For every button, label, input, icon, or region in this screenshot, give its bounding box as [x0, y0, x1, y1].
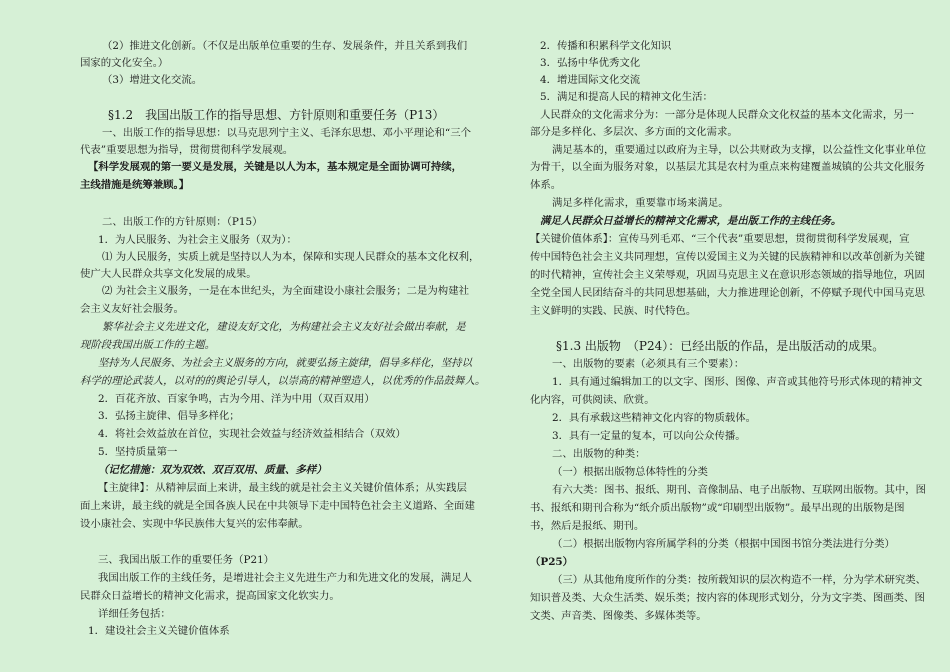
text-line: 二、出版工作的方针原则：（P15） [102, 216, 263, 228]
text-line: 满足人民群众日益增长的精神文化需求，是出版工作的主线任务。 [540, 215, 842, 227]
text-line: 民群众日益增长的精神文化需求，提高国家文化软实力。 [80, 590, 340, 602]
text-line: 使广大人民群众共享文化发展的成果。 [80, 268, 257, 280]
text-line: §1.3 出版物 （P24）：已经出版的作品，是出版活动的成果。 [556, 339, 885, 353]
text-line: ⑴ 为人民服务，实质上就是坚持以人为本，保障和实现人民群众的基本文化权利， [102, 251, 480, 263]
text-line: 1．建设社会主义关键价值体系 [88, 625, 230, 637]
text-line: 详细任务包括： [98, 608, 171, 620]
text-line: 传中国特色社会主义共同理想，宣传以爱国主义为关键的民族精神和以改革创新为关键 [530, 251, 925, 263]
text-line: 为骨干，以全面为服务对象，以基层尤其是农村为重点来构建覆盖城镇的公共文化服务 [530, 161, 925, 173]
text-line: 国家的文化安全。） [80, 57, 169, 69]
text-line: 【主旋律】：从精神层面上来讲，最主线的就是社会主义关键价值体系；从实践层 [98, 482, 467, 494]
text-line: （一）根据出版物总体特性的分类 [552, 466, 708, 478]
text-line: （2）推进文化创新。（不仅是出版单位重要的生存、发展条件，并且关系到我们 [102, 40, 468, 52]
text-line: 科学的理论武装人，以对的的舆论引导人，以崇高的精神塑造人，以优秀的作品鼓舞人。 [80, 375, 486, 387]
text-line: 设小康社会、实现中华民族伟大复兴的宏伟奉献。 [80, 518, 309, 530]
text-line: 主线措施是统筹兼顾。】 [80, 179, 190, 191]
text-line: 4．将社会效益放在首位，实现社会效益与经济效益相结合（双效） [98, 428, 406, 440]
text-line: 知识普及类、大众生活类、娱乐类；按内容的体现形式划分，分为文字类、图画类、图 [530, 592, 925, 604]
text-line: ⑵ 为社会主义服务，一是在本世纪头，为全面建设小康社会服务；二是为构建社 [102, 285, 469, 297]
text-line: 5．满足和提高人民的精神文化生活： [540, 91, 713, 103]
text-line: 3．弘扬主旋律、倡导多样化； [98, 410, 240, 422]
text-line: 一、出版物的要素（必须具有三个要素）： [552, 358, 745, 370]
text-line: 书，然后是报纸、期刊。 [530, 520, 645, 532]
text-line: 化内容，可供阅读、欣赏。 [530, 394, 655, 406]
text-line: 2．百花齐放、百家争鸣，古为今用、洋为中用（双百双用） [98, 393, 375, 405]
text-line: 满足基本的，重要通过以政府为主导，以公共财政为支撑，以公益性文化事业单位 [552, 144, 927, 156]
text-line: 1．为人民服务、为社会主义服务（双为）： [98, 234, 297, 246]
text-line: 【关键价值体系】：宣传马列毛邓、“三个代表”重要思想，贯彻贯彻科学发展观，宣 [530, 233, 910, 245]
text-line: 4．增进国际文化交流 [540, 74, 641, 86]
text-line: 我国出版工作的主线任务，是增进社会主义先进生产力和先进文化的发展，满足人 [98, 572, 473, 584]
text-line: 5．坚持质量第一 [98, 446, 178, 458]
text-line: §1.2 我国出版工作的指导思想、方针原则和重要任务（P13） [108, 108, 445, 122]
text-line: 1．具有通过编辑加工的以文字、图形、图像、声音或其他符号形式体现的精神文 [552, 376, 923, 388]
text-line: 现阶段我国出版工作的主题。 [80, 339, 216, 351]
text-line: 3．弘扬中华优秀文化 [540, 57, 641, 69]
text-line: 繁华社会主义先进文化，建设友好文化，为构建社会主义友好社会做出奉献，是 [102, 321, 466, 333]
text-line: 主义鲜明的实践、民族、时代特色。 [530, 305, 697, 317]
text-line: （三）从其他角度所作的分类：按所载知识的层次构造不一样，分为学术研究类、 [552, 574, 927, 586]
text-line: 会主义友好社会服务。 [80, 303, 184, 315]
text-line: （记忆措施：双为双效、双百双用、质量、多样） [98, 464, 327, 476]
text-line: 满足多样化需求，重要靠市场来满足。 [552, 197, 729, 209]
text-line: 2．传播和积累科学文化知识 [540, 40, 672, 52]
text-line: 人民群众的文化需求分为：一部分是体现人民群众文化权益的基本文化需求，另一 [540, 109, 915, 121]
text-line: 【科学发展观的第一要义是发展，关键是以人为本，基本规定是全面协调可持续， [88, 161, 463, 173]
text-line: 面上来讲，最主线的就是全国各族人民在中共领导下走中国特色社会主义道路、全面建 [80, 500, 475, 512]
text-line: 3．具有一定量的复本，可以向公众传播。 [552, 430, 746, 442]
text-line: （P25） [530, 556, 574, 568]
text-line: 有六大类：图书、报纸、期刊、音像制品、电子出版物、互联网出版物。其中，图 [552, 484, 927, 496]
text-line: （3）增进文化交流。 [102, 74, 203, 86]
text-line: 三、我国出版工作的重要任务（P21） [98, 554, 275, 566]
text-line: 书、报纸和期刊合称为“纸介质出版物”或“印刷型出版物”。最早出现的出版物是图 [530, 502, 905, 514]
text-line: 代表”重要思想为指导，贯彻贯彻科学发展观。 [80, 144, 294, 156]
text-line: （二）根据出版物内容所属学科的分类（根据中国图书馆分类法进行分类） [552, 538, 895, 550]
text-line: 文类、声音类、图像类、多媒体类等。 [530, 610, 707, 622]
text-line: 坚持为人民服务、为社会主义服务的方向，就要弘扬主旋律，倡导多样化，坚持以 [98, 357, 473, 369]
text-line: 2．具有承载这些精神文化内容的物质载体。 [552, 412, 757, 424]
text-line: 部分是多样化、多层次、多方面的文化需求。 [530, 126, 738, 138]
text-line: 体系。 [530, 179, 562, 191]
text-line: 全党全国人民团结奋斗的共同思想基础，大力推进理论创新，不停赋予现代中国马克思 [530, 287, 925, 299]
text-line: 的时代精神，宣传社会主义荣辱观，巩固马克思主义在意识形态领域的指导地位，巩固 [530, 269, 925, 281]
text-line: 一、出版工作的指导思想：以马克思列宁主义、毛泽东思想、邓小平理论和“三个 [102, 127, 471, 139]
text-line: 二、出版物的种类： [552, 448, 646, 460]
